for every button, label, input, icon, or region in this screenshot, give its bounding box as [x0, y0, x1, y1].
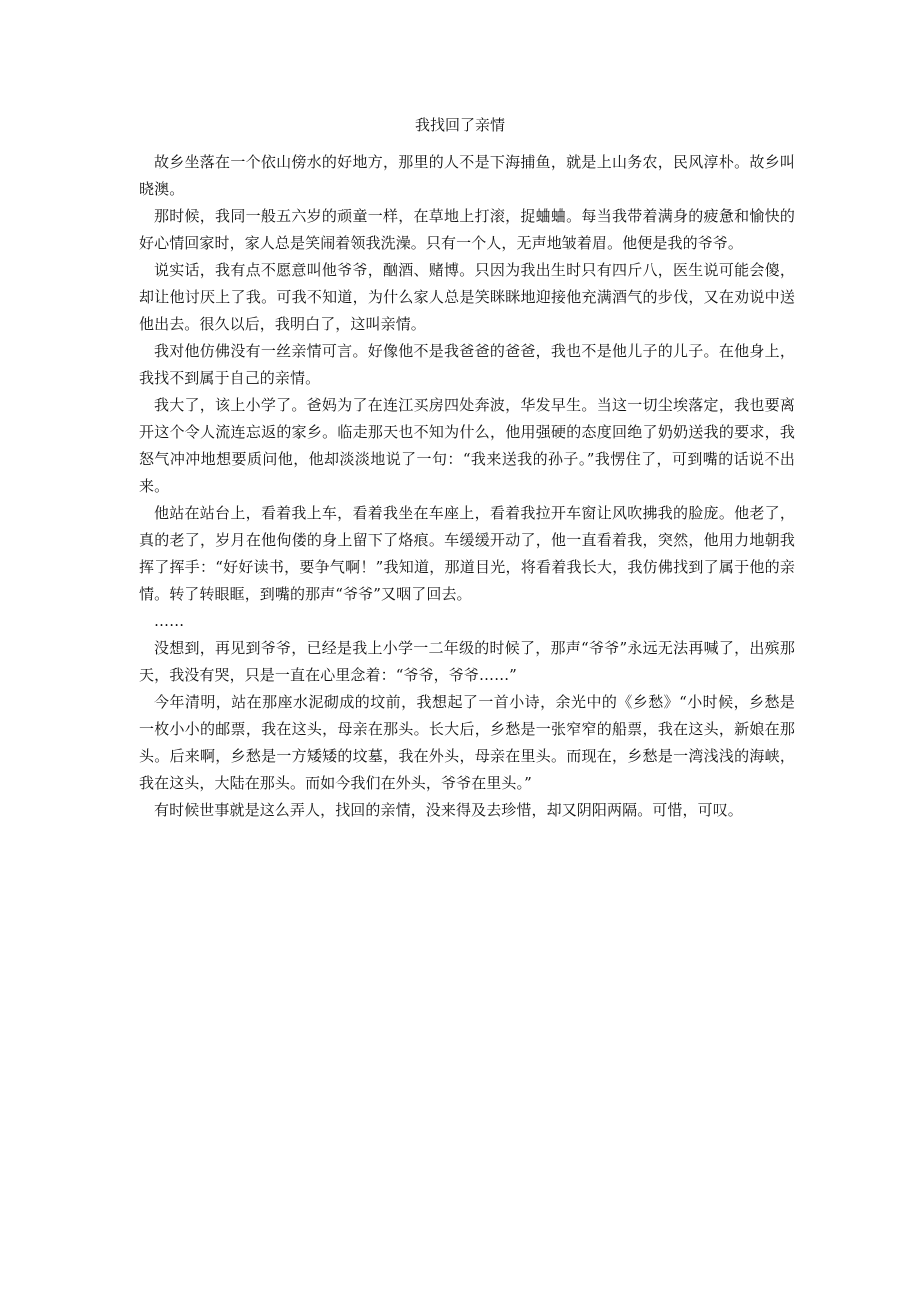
- paragraph: 我大了，该上小学了。爸妈为了在连江买房四处奔波，华发早生。当这一切尘埃落定，我也要离开这个令人流连忘返的家乡。临走那天也不知为什么，他用强硬的态度回绝了奶奶送我的要求，我怒气冲冲地想要质问他，他却淡淡地说了一句：“我来送我的孙子。”我愣住了，可到嘴的话说不出来。: [139, 396, 795, 495]
- paragraph: 我对他仿佛没有一丝亲情可言。好像他不是我爸爸的爸爸，我也不是他儿子的儿子。在他身上，我找不到属于自己的亲情。: [139, 342, 795, 387]
- paragraph: 那时候，我同一般五六岁的顽童一样，在草地上打滚，捉蛐蛐。每当我带着满身的疲惫和愉快的好心情回家时，家人总是笑闹着领我洗澡。只有一个人，无声地皱着眉。他便是我的爷爷。: [139, 207, 795, 252]
- document-body: [139, 149, 795, 824]
- ellipsis-paragraph: ……: [154, 612, 185, 630]
- paragraph: 说实话，我有点不愿意叫他爷爷，酗酒、赌博。只因为我出生时只有四斤八，医生说可能会傻，却让他讨厌上了我。可我不知道，为什么家人总是笑眯眯地迎接他充满酒气的步伐，又在劝说中送他出去。很久以后，我明白了，这叫亲情。: [139, 261, 795, 333]
- paragraph: 有时候世事就是这么弄人，找回的亲情，没来得及去珍惜，却又阴阳两隔。可惜，可叹。: [154, 801, 743, 819]
- paragraph: 今年清明，站在那座水泥砌成的坟前，我想起了一首小诗，余光中的《乡愁》“小时候，乡愁是一枚小小的邮票，我在这头，母亲在那头。长大后，乡愁是一张窄窄的船票，我在这头，新娘在那头。后来啊，乡愁是一方矮矮的坟墓，我在外头，母亲在里头。而现在，乡愁是一湾浅浅的海峡，我在这头，大陆在那头。而如今我们在外头，爷爷在里头。”: [139, 693, 795, 792]
- paragraph: 没想到，再见到爷爷，已经是我上小学一二年级的时候了，那声“爷爷”永远无法再喊了，出殡那天，我没有哭，只是一直在心里念着：“爷爷，爷爷……”: [139, 639, 795, 684]
- paragraph: 他站在站台上，看着我上车，看着我坐在车座上，看着我拉开车窗让风吹拂我的脸庞。他老了，真的老了，岁月在他佝偻的身上留下了烙痕。车缓缓开动了，他一直看着我，突然，他用力地朝我挥了挥手：“好好读书，要争气啊！”我知道，那道目光，将看着我长大，我仿佛找到了属于他的亲情。转了转眼眶，到嘴的那声“爷爷”又咽了回去。: [139, 504, 795, 603]
- document-title: 我找回了亲情: [414, 116, 505, 134]
- paragraph: 故乡坐落在一个依山傍水的好地方，那里的人不是下海捕鱼，就是上山务农，民风淳朴。故乡叫晓澳。: [139, 153, 795, 198]
